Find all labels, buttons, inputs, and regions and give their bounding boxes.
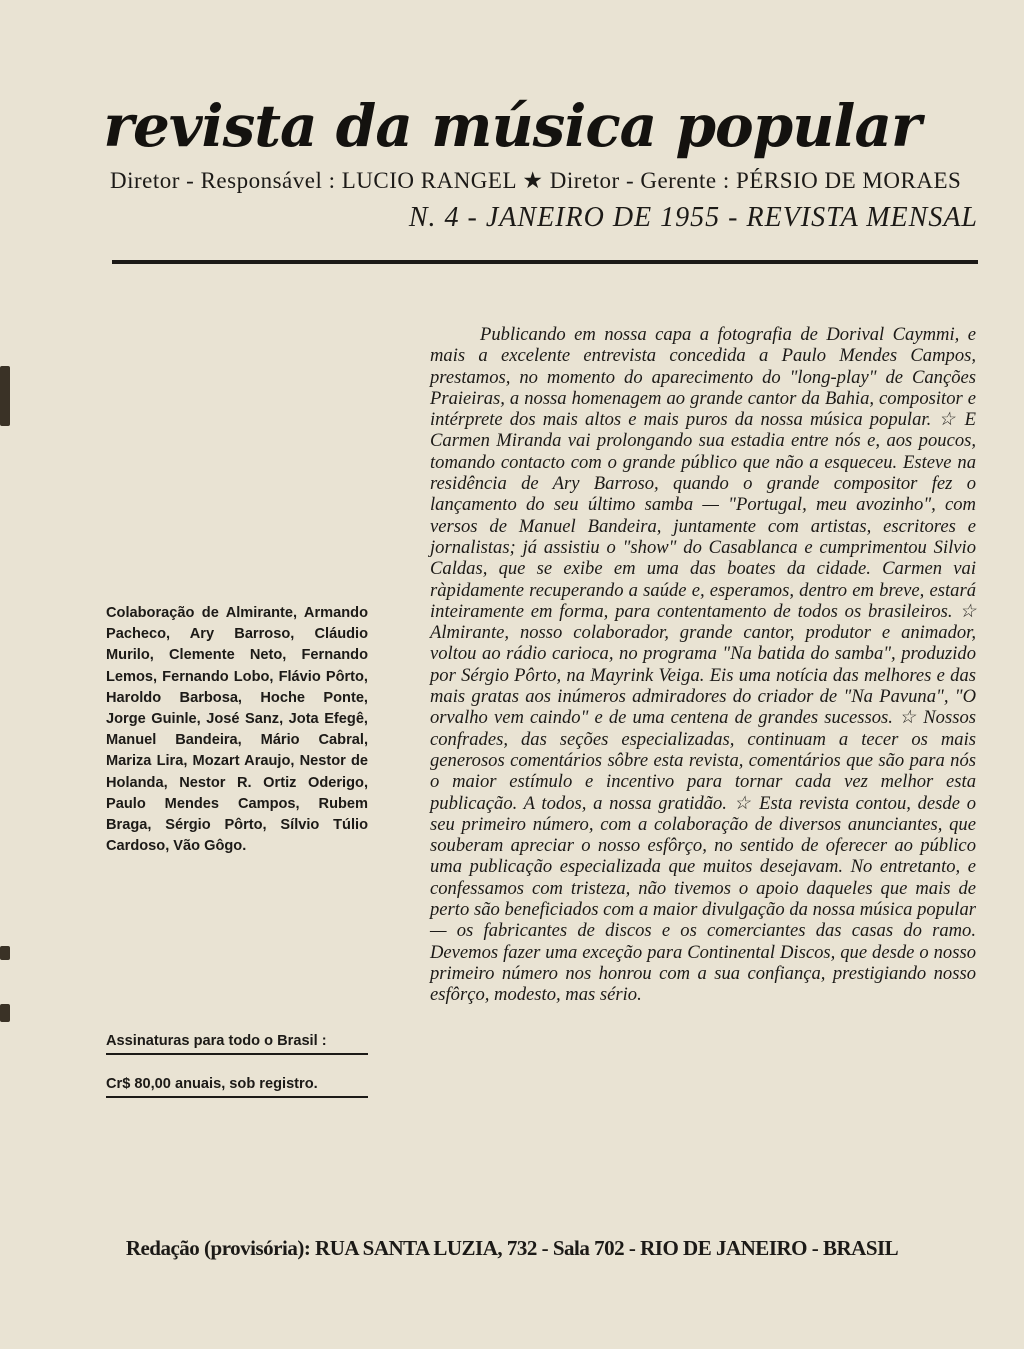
binding-mark bbox=[0, 366, 10, 426]
editorial-address bbox=[0, 1236, 1024, 1261]
subscriptions-price: Cr$ 80,00 anuais, sob registro. bbox=[106, 1076, 368, 1098]
subscriptions-title: Assinaturas para todo o Brasil : bbox=[106, 1033, 368, 1055]
issue-line: N. 4 - JANEIRO DE 1955 - REVISTA MENSAL bbox=[408, 202, 978, 233]
binding-mark bbox=[0, 1004, 10, 1022]
staff-text: Diretor - Responsável : LUCIO RANGEL ★ Diretor - Gerente : PÉRSIO DE MORAES bbox=[110, 168, 962, 193]
masthead-title: revista da música popular bbox=[103, 92, 921, 160]
binding-mark bbox=[0, 946, 10, 960]
staff-line bbox=[110, 168, 980, 194]
editorial-text: Publicando em nossa capa a fotografia de Dorival Caymmi, e mais a excelente entrevista concedida a Paulo Mendes Campos, prestamos, no momento do aparecimento do "long-play" de Canções Praieiras, a nossa homenagem ao grande cantor da Bahia, compositor e intérprete dos mais altos e mais puros da nossa música popular. ☆ E Carmen Miranda vai prolongando sua estadia entre nós e, aos poucos, tomando contacto com o grande público que não a esqueceu. Esteve na residência de Ary Barroso, quando o grande compositor fez o lançamento do seu último samba — "Portugal, meu avozinho", com versos de Manuel Bandeira, juntamente com artistas, escritores e jornalistas; já assistiu o "show" do Casablanca e cumprimentou Silvio Caldas, que se exibe em uma das boates da cidade. Carmen vai ràpidamente recuperando a saúde e, esperamos, dentro em breve, estará inteiramente em forma, para contentamento de todos os brasileiros. ☆ Almirante, nosso colaborador, grande cantor, produtor e animador, voltou ao rádio carioca, no programa "Na batida do samba", produzido por Sérgio Pôrto, na Mayrink Veiga. Eis uma notícia das melhores e das mais gratas aos inúmeros admiradores do criador de "Na Pavuna", "O orvalho vem caindo" e de uma centena de grandes sucessos. ☆ Nossos confrades, das seções especializadas, continuam a tecer os mais generosos comentários sôbre esta revista, comentários que são para nós o maior estímulo e incentivo para tornar cada vez melhor esta publicação. A todos, a nossa gratidão. ☆ Esta revista contou, desde o seu primeiro número, com a colaboração de diversos anunciantes, que souberam apreciar o nosso esfôrço, no sentido de oferecer ao público uma publicação especializada que muitos desejavam. No entretanto, e confessamos com tristeza, não tivemos o apoio daqueles que mais de perto são beneficiados com a maior divulgação da nossa música popular — os fabricantes de discos e os comerciantes das casas do ramo. Devemos fazer uma exceção para Continental Discos, que desde o nosso primeiro número nos honrou com a sua confiança, prestigiando nosso esfôrço, modesto, mas sério. bbox=[430, 324, 976, 1006]
contributors-list: Colaboração de Almirante, Armando Pacheco, Ary Barroso, Cláudio Murilo, Clemente Neto, Fernando Lemos, Fernando Lobo, Flávio Pôrto, Haroldo Barbosa, Hoche Ponte, Jorge Guinle, José Sanz, Jota Efegê, Manuel Bandeira, Mário Cabral, Mariza Lira, Mozart Araujo, Nestor de Holanda, Nestor R. Ortiz Oderigo, Paulo Mendes Campos, Rubem Braga, Sérgio Pôrto, Sílvio Túlio Cardoso, Vão Gôgo. bbox=[106, 605, 368, 855]
address-text: Redação (provisória): RUA SANTA LUZIA, 732 - Sala 702 - RIO DE JANEIRO - BRASIL bbox=[125, 1236, 899, 1260]
header-rule bbox=[112, 260, 978, 264]
